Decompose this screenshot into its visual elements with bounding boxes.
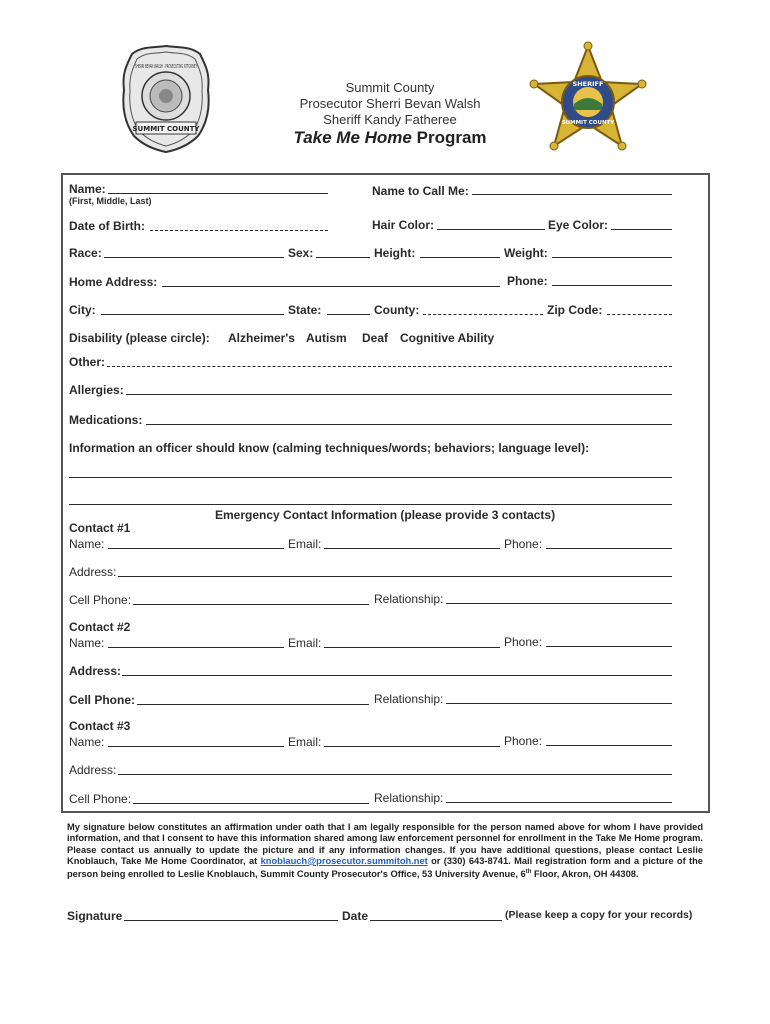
hair-color-field[interactable] [437,229,545,230]
race-field[interactable] [104,257,284,258]
home-address-label: Home Address: [69,275,158,289]
floor-superscript: th [525,869,532,876]
medications-label: Medications: [69,413,143,427]
date-label: Date [342,909,369,923]
name-to-call-field[interactable] [472,194,672,195]
contact-3-cell-field[interactable] [133,803,369,804]
badge-ring-text: SHERRI BEVAN WALSH · PROSECUTING ATTORNEY [135,64,198,70]
officer-info-line-1[interactable] [69,477,672,478]
contact-3-name-field[interactable] [108,746,284,747]
prosecutor-badge [118,44,214,154]
contact-3-title: Contact #3 [69,719,131,733]
county-field[interactable] [423,314,543,315]
contact-2-title: Contact #2 [69,620,131,634]
allergies-label: Allergies: [69,383,124,397]
contact-1-address-field[interactable] [118,576,672,577]
header-county: Summit County [345,80,435,95]
weight-field[interactable] [552,257,672,258]
signature-field[interactable] [124,920,338,921]
contact-3-relationship-label: Relationship: [374,791,444,805]
medications-field[interactable] [146,424,672,425]
contact-1-cell-field[interactable] [133,604,369,605]
state-field[interactable] [327,314,370,315]
contact-2-phone-label: Phone: [504,635,543,649]
signature-label: Signature [67,909,123,923]
sex-field[interactable] [316,257,370,258]
disability-option-deaf[interactable]: Deaf [362,331,389,345]
contact-2-cell-label: Cell Phone: [69,693,136,707]
dob-field[interactable] [150,230,328,231]
contact-1-email-field[interactable] [324,548,500,549]
race-label: Race: [69,246,102,260]
contact-1-name-field[interactable] [108,548,284,549]
home-address-field[interactable] [162,286,500,287]
contact-1-email-label: Email: [288,537,322,551]
phone-label: Phone: [507,274,548,288]
contact-1-cell-label: Cell Phone: [69,593,132,607]
contact-3-phone-field[interactable] [546,745,672,746]
contact-1-relationship-label: Relationship: [374,592,444,606]
eye-color-label: Eye Color: [548,218,609,232]
contact-1-address-label: Address: [69,565,117,579]
emergency-heading: Emergency Contact Information (please provide 3 contacts) [215,508,556,522]
eye-color-field[interactable] [611,229,672,230]
sheriff-star-badge [528,42,648,158]
name-field[interactable] [108,193,328,194]
contact-2-name-field[interactable] [108,647,284,648]
form-frame [61,173,710,813]
contact-3-address-label: Address: [69,763,117,777]
consent-text-part1: My signature below constitutes an affirmation under oath that I am legally responsible for the person named above for whom I have provided information, and that I consent to have this information shared among law enforcement personnel for enrollment in the Take Me Home program. Please contact us annually to update the picture and if any information changes. If you have additional questions, please contact Leslie Knoblauch, Take Me Home Coordinator, at [67,822,703,866]
contact-2-name-label: Name: [69,636,105,650]
contact-2-email-field[interactable] [324,647,500,648]
contact-3-phone-label: Phone: [504,734,543,748]
consent-paragraph [67,822,703,881]
contact-2-cell-field[interactable] [137,704,369,705]
disability-label: Disability (please circle): [69,331,210,345]
state-label: State: [288,303,322,317]
contact-3-name-label: Name: [69,735,105,749]
sex-label: Sex: [288,246,314,260]
zip-field[interactable] [607,314,672,315]
disability-option-cognitive[interactable]: Cognitive Ability [400,331,495,345]
keep-copy-note: (Please keep a copy for your records) [505,909,693,921]
height-label: Height: [374,246,416,260]
header-sheriff: Sheriff Kandy Fatheree [323,112,457,127]
coordinator-email-link[interactable]: knoblauch@prosecutor.summitoh.net [260,855,428,866]
contact-3-address-field[interactable] [118,774,672,775]
weight-label: Weight: [504,246,548,260]
name-label: Name: [69,182,106,196]
contact-2-address-label: Address: [69,664,122,678]
contact-1-phone-label: Phone: [504,537,543,551]
name-to-call-label: Name to Call Me: [372,184,469,198]
star-top-text: SHERIFF [572,80,604,88]
consent-text-part2: or (330) 643-8741. Mail registration form and a picture of the person being enrolled to Leslie Knoblauch, Summit County Prosecutor's Office, 53 University Avenue, 6 [67,855,703,880]
city-field[interactable] [101,314,284,315]
contact-3-cell-label: Cell Phone: [69,792,132,806]
contact-3-relationship-field[interactable] [446,802,672,803]
contact-2-phone-field[interactable] [546,646,672,647]
hair-color-label: Hair Color: [372,218,435,232]
other-field[interactable] [107,366,672,367]
zip-label: Zip Code: [547,303,603,317]
phone-field[interactable] [552,285,672,286]
contact-2-relationship-field[interactable] [446,703,672,704]
contact-2-address-field[interactable] [122,675,672,676]
contact-1-title: Contact #1 [69,521,131,535]
header-prosecutor: Prosecutor Sherri Bevan Walsh [299,96,481,111]
name-hint: (First, Middle, Last) [69,196,152,206]
dob-label: Date of Birth: [69,219,145,233]
star-bottom-text: SUMMIT COUNTY [561,120,615,126]
title-word: Program [416,128,487,147]
disability-option-alzheimers[interactable]: Alzheimer's [228,331,295,345]
contact-3-email-field[interactable] [324,746,500,747]
officer-info-line-2[interactable] [69,504,672,505]
city-label: City: [69,303,96,317]
contact-1-relationship-field[interactable] [446,603,672,604]
date-field[interactable] [370,920,502,921]
badge-bottom-text: SUMMIT COUNTY [132,125,200,133]
consent-text-part3: Floor, Akron, OH 44308. [533,869,639,880]
page-title [260,128,520,148]
allergies-field[interactable] [126,394,672,395]
height-field[interactable] [420,257,500,258]
contact-1-phone-field[interactable] [546,548,672,549]
contact-3-email-label: Email: [288,735,322,749]
officer-info-label: Information an officer should know (calming techniques/words; behaviors; language level): [69,441,590,455]
disability-option-autism[interactable]: Autism [306,331,347,345]
contact-2-relationship-label: Relationship: [374,692,444,706]
county-label: County: [374,303,420,317]
title-italic: Take Me Home [293,128,412,147]
contact-2-email-label: Email: [288,636,322,650]
other-label: Other: [69,355,105,369]
contact-1-name-label: Name: [69,537,105,551]
